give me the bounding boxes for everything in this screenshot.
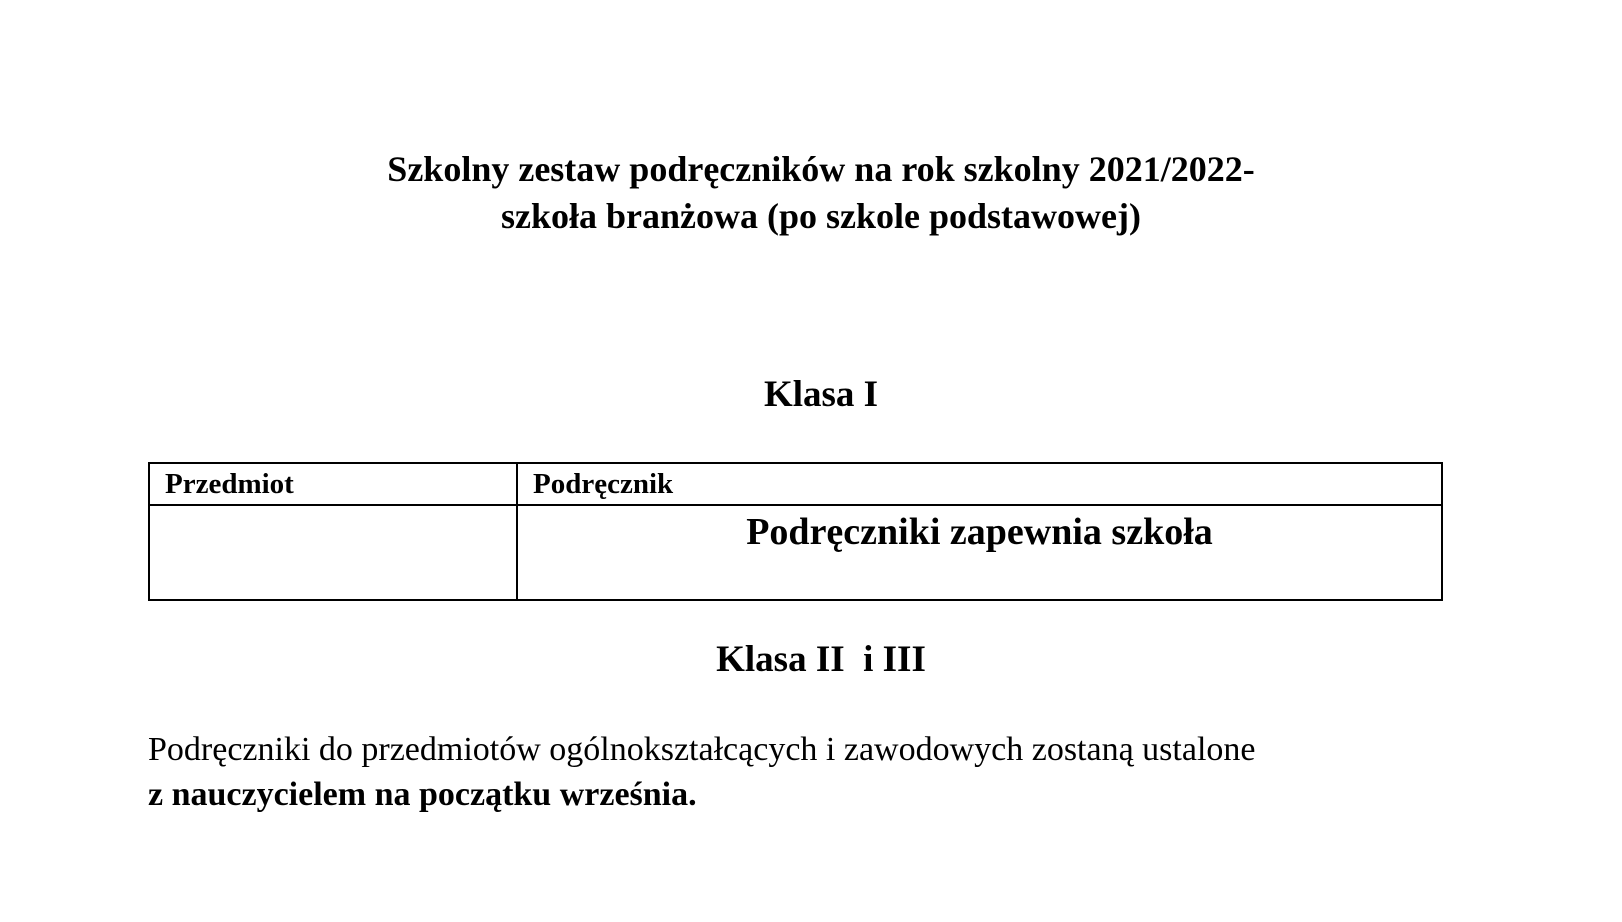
- cell-subject: [149, 505, 517, 600]
- note-paragraph: [148, 727, 1448, 817]
- textbook-table: [148, 462, 1443, 601]
- title-line-2: szkoła branżowa (po szkole podstawowej): [500, 196, 1141, 236]
- class-1-heading: Klasa I: [763, 374, 879, 415]
- document-title: [0, 146, 1622, 240]
- note-line-1: Podręczniki do przedmiotów ogólnokształcących i zawodowych zostaną ustalone: [148, 731, 1256, 768]
- class-2-3-heading: Klasa II i III: [716, 639, 926, 680]
- header-subject: Przedmiot: [149, 463, 517, 505]
- title-line-1: Szkolny zestaw podręczników na rok szkolny 2021/2022-: [387, 149, 1255, 189]
- note-line-2: z nauczycielem na początku września.: [148, 776, 697, 813]
- table-header-row: [149, 463, 1442, 505]
- cell-textbook: [517, 505, 1442, 600]
- table-row: [149, 505, 1442, 600]
- textbook-note: Podręczniki zapewnia szkoła: [746, 511, 1213, 553]
- header-textbook: Podręcznik: [517, 463, 1442, 505]
